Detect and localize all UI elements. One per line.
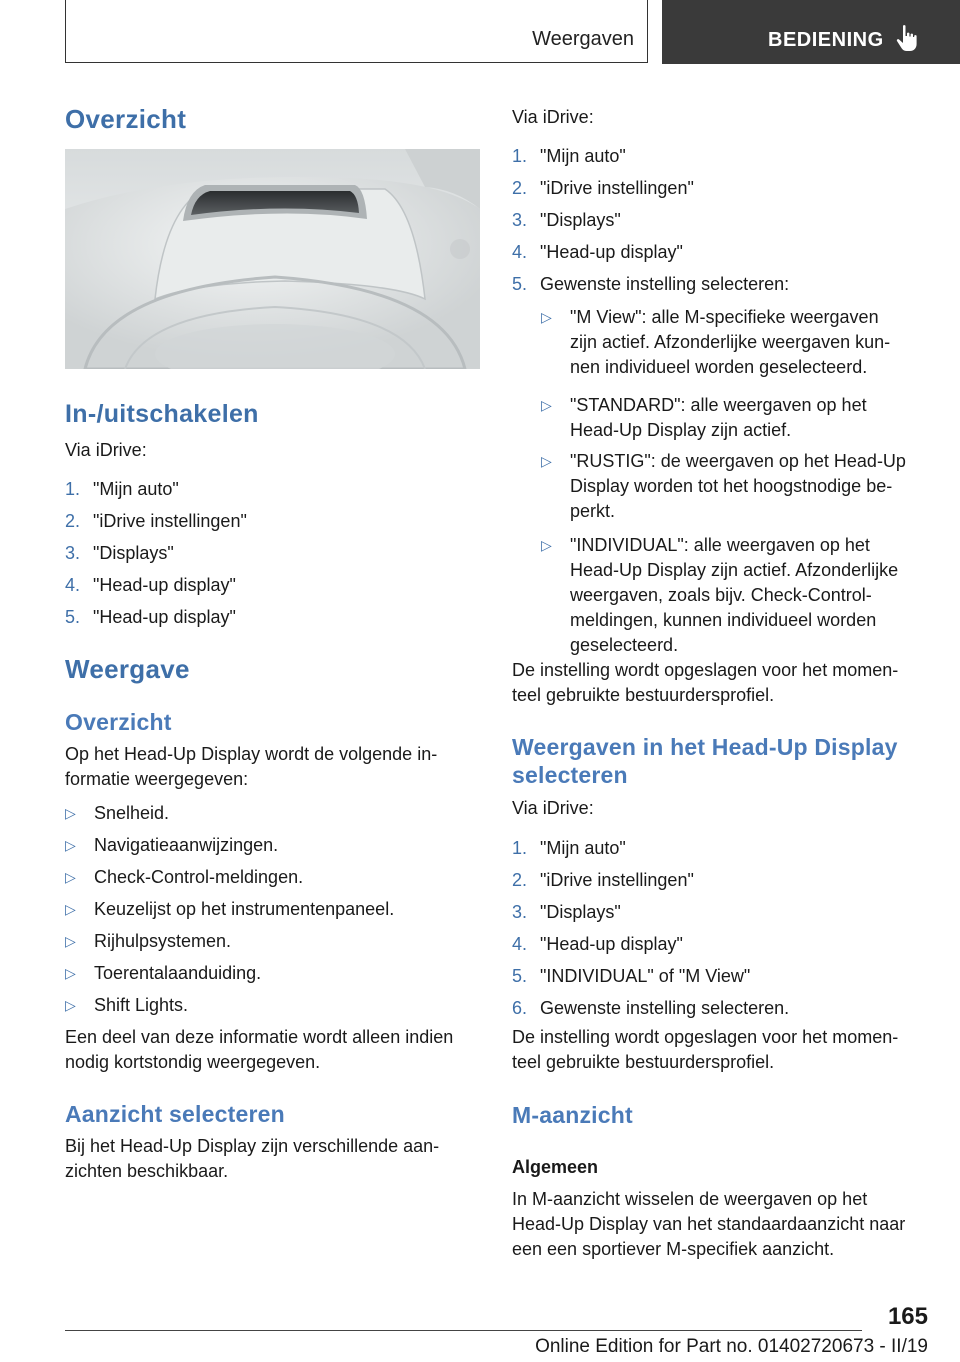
list-item: ▷ Keuzelijst op het instrumentenpaneel.: [65, 899, 395, 919]
saved-note: De instelling wordt opgeslagen voor het momen- teel gebruikte bestuurdersprofiel.: [512, 660, 899, 705]
m-view-title: M-aanzicht: [512, 1102, 633, 1128]
view-select-title: Aanzicht selecteren: [65, 1101, 285, 1127]
right-intro: Via iDrive:: [512, 107, 594, 127]
list-item: ▷ "RUSTIG": de weergaven op het Head-Up Display worden tot het hoogstnodige be- perkt.: [541, 451, 906, 521]
overview-subtitle: Overzicht: [65, 709, 172, 735]
display-options: [541, 305, 933, 658]
info-list: [65, 801, 480, 1025]
select-intro: Via iDrive:: [512, 798, 594, 818]
list-item: ▷ Navigatieaanwijzingen.: [65, 835, 279, 855]
select-views-title: Weergaven in het Head-Up Display selecteren: [512, 734, 898, 788]
switch-title: In-/uitschakelen: [65, 400, 259, 428]
overview-title: Overzicht: [65, 104, 187, 134]
info-note: Een deel van deze informatie wordt alleen indien nodig kortstondig weergegeven.: [65, 1027, 454, 1072]
list-item: ▷ Snelheid.: [65, 803, 170, 823]
switch-intro: Via iDrive:: [65, 440, 147, 460]
hand-pointer-icon: [894, 24, 920, 52]
edition-note: Online Edition for Part no. 01402720673 - II/19: [535, 1336, 928, 1357]
list-item: ▷ "M View": alle M-specifieke weergaven zijn actief. Afzonderlijke weergaven kun- nen individueel worden geselecteerd.: [541, 307, 891, 377]
saved-note-2: De instelling wordt opgeslagen voor het momen- teel gebruikte bestuurdersprofiel.: [512, 1027, 899, 1072]
general-text: In M-aanzicht wisselen de weergaven op het Head-Up Display van het standaardaanzicht naar een een sportiever M-specifiek aanzicht.: [512, 1189, 906, 1259]
section-title: Weergaven: [532, 28, 634, 50]
list-item: ▷ Check-Control-meldingen.: [65, 867, 304, 887]
list-item: ▷ "STANDARD": alle weergaven op het Head-Up Display zijn actief.: [541, 395, 867, 440]
footer-divider: [65, 1330, 862, 1331]
view-select-text: Bij het Head-Up Display zijn verschillende aan- zichten beschikbaar.: [65, 1136, 440, 1181]
overview-text: Op het Head-Up Display wordt de volgende in- formatie weergegeven:: [65, 744, 438, 789]
chapter-tab[interactable]: [662, 0, 960, 64]
display-title: Weergave: [65, 654, 190, 684]
list-item: ▷ "INDIVIDUAL": alle weergaven op het Head-Up Display zijn actief. Afzonderlijke weergaven, zoals bijv. Check-Control- meldingen, kunnen individueel worden geselecteerd.: [541, 535, 899, 655]
list-item: ▷ Toerentalaanduiding.: [65, 963, 262, 983]
page-number: 165: [887, 1303, 928, 1330]
list-item: ▷ Shift Lights.: [65, 995, 189, 1015]
chapter-tab-label: BEDIENING: [768, 29, 884, 51]
list-item: ▷ Rijhulpsystemen.: [65, 931, 232, 951]
general-title: Algemeen: [512, 1157, 599, 1177]
head-up-display-photo: [65, 149, 480, 369]
